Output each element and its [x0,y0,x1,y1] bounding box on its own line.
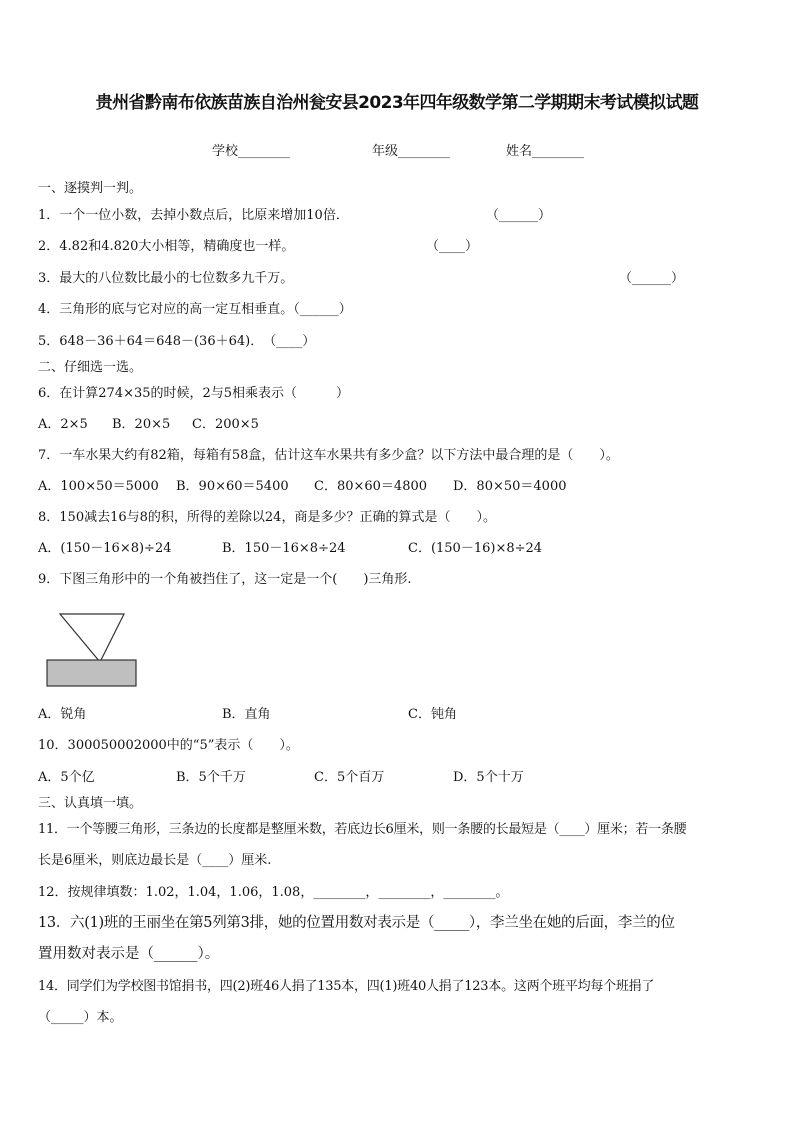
question-9-option-a: A．锐角 [38,707,87,722]
question-11-line-2: 长是6厘米，则底边最长是（____）厘米. [38,853,272,868]
question-7-option-c: C．80×60＝4800 [314,479,428,494]
question-6-option-b: B．20×5 [112,417,171,432]
question-8-option-a: A．(150－16×8)÷24 [38,541,172,556]
question-6-option-c: C．200×5 [192,417,259,432]
question-7-option-a: A．100×50＝5000 [38,479,159,494]
question-5: 5．648－36＋64＝648－(36＋64)． （____） [38,334,316,349]
question-11-line-1: 11．一个等腰三角形，三条边的长度都是整厘米数，若底边长6厘米，则一条腰的长最短是（____）厘米；若一条腰 [38,822,687,837]
question-4: 4．三角形的底与它对应的高一定互相垂直。（______） [38,302,352,317]
question-13-line-1: 13．六(1)班的王丽坐在第5列第3排，她的位置用数对表示是（_____），李兰坐在她的后面，李兰的位 [38,915,675,931]
triangle-figure [46,612,140,690]
question-10-option-d: D．5个十万 [453,770,524,785]
question-10-option-b: B．5个千万 [176,770,246,785]
cover-rectangle [47,660,136,686]
question-1: 1．一个一位小数，去掉小数点后，比原来增加10倍． [38,208,349,223]
school-field: 学校________ [212,144,291,159]
question-9-option-c: C．钝角 [408,707,457,722]
question-10: 10．300050002000中的“5”表示（ ）。 [38,738,299,753]
question-13-line-2: 置用数对表示是（______）。 [38,946,220,962]
page-title: 贵州省黔南布依族苗族自治州瓮安县2023年四年级数学第二学期期末考试模拟试题 [95,93,699,113]
question-7-option-d: D．80×50＝4000 [453,479,567,494]
question-14-line-1: 14．同学们为学校图书馆捐书，四(2)班46人捐了135本，四(1)班40人捐了123本。这两个班平均每个班捐了 [38,979,655,994]
grade-field: 年级________ [372,144,451,159]
name-field: 姓名________ [506,144,585,159]
question-2: 2．4.82和4.820大小相等，精确度也一样。 [38,239,295,254]
question-8-option-b: B．150－16×8÷24 [222,541,346,556]
question-10-option-c: C．5个百万 [314,770,385,785]
section-1-heading: 一、逐摸判一判。 [38,181,143,196]
section-3-heading: 三、认真填一填。 [38,796,143,811]
question-12: 12．按规律填数：1.02，1.04，1.06，1.08，________，________，________。 [38,885,509,900]
question-8-option-c: C．(150－16)×8÷24 [408,541,543,556]
question-9: 9．下图三角形中的一个角被挡住了，这一定是一个( )三角形. [38,572,412,587]
section-2-heading: 二、仔细选一选。 [38,360,143,375]
question-1-blank: （______） [486,208,552,223]
question-6: 6．在计算274×35的时候，2与5相乘表示（ ） [38,386,350,401]
question-7-option-b: B．90×60＝5400 [176,479,289,494]
question-10-option-a: A．5个亿 [38,770,95,785]
question-2-blank: （____） [426,239,479,254]
question-6-option-a: A．2×5 [38,417,88,432]
triangle-shape [60,614,124,662]
question-14-line-2: （_____）本。 [38,1010,123,1025]
question-3: 3．最大的八位数比最小的七位数多九千万。 [38,271,294,286]
question-3-blank: （______） [619,271,685,286]
question-8: 8．150减去16与8的积，所得的差除以24，商是多少？正确的算式是（ ）。 [38,510,496,525]
question-9-option-b: B．直角 [222,707,271,722]
question-7: 7．一车水果大约有82箱，每箱有58盒，估计这车水果共有多少盒？以下方法中最合理的是（ ）。 [38,448,619,463]
